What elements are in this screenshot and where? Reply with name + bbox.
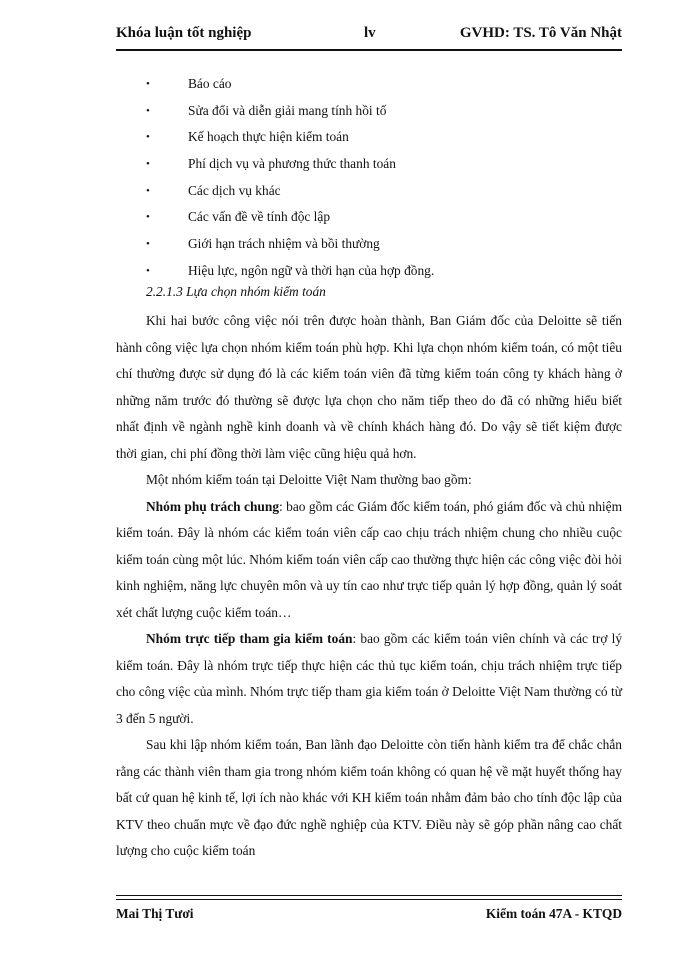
body-text: [116, 308, 622, 865]
bullet-icon: •: [146, 211, 150, 224]
list-item-text: Các vấn đề về tính độc lập: [188, 209, 331, 225]
bullet-icon: •: [146, 264, 150, 277]
list-item-text: Các dịch vụ khác: [188, 182, 281, 198]
page-header: [116, 22, 622, 50]
paragraph-team-selection: Khi hai bước công việc nói trên được hoàn thành, Ban Giám đốc của Deloitte sẽ tiến hành công việc lựa chọn nhóm kiểm toán phù hợp. Khi lựa chọn nhóm kiểm toán, có một tiêu chí thường được sử dụng đó là các kiểm toán viên đã từng kiểm toán công ty khách hàng ở những năm trước đó thường sẽ được lựa chọn cho năm tiếp theo do đã có những hiểu biết nhất định về ngành nghề kinh doanh và về chính khách hàng đó. Do vậy sẽ tiết kiệm được thời gian, chi phí đồng thời làm việc cũng hiệu quả hơn.: [116, 313, 622, 461]
list-item-text: Báo cáo: [188, 76, 232, 91]
list-item-text: Giới hạn trách nhiệm và bồi thường: [188, 236, 380, 252]
bullet-icon: •: [146, 131, 150, 144]
list-item-text: Kế hoạch thực hiện kiểm toán: [188, 129, 349, 145]
header-page-number: lv: [364, 25, 376, 41]
footer-rule-thin: [116, 899, 622, 900]
list-item-text: Hiệu lực, ngôn ngữ và thời hạn của hợp đồng.: [188, 262, 435, 278]
list-item-text: Phí dịch vụ và phương thức thanh toán: [188, 156, 396, 172]
paragraph-team-composition: Một nhóm kiểm toán tại Deloitte Việt Nam thường bao gồm:: [146, 472, 472, 487]
list-item-text: Sửa đổi và diễn giải mang tính hồi tố: [188, 102, 387, 118]
paragraph-general-group-text: : bao gồm các Giám đốc kiểm toán, phó giám đốc và chủ nhiệm kiểm toán. Đây là nhóm các kiểm toán viên cấp cao chịu trách nhiệm chung cho nhiều cuộc kiểm toán cùng một lúc. Nhóm kiểm toán viên cấp cao thường thực hiện các công việc đòi hỏi kinh nghiệm, năng lực chuyên môn và uy tín cao như trực tiếp quản lý hợp đồng, quản lý soát xét chất lượng cuộc kiểm toán…: [116, 498, 623, 620]
bullet-icon: •: [146, 184, 150, 197]
page-footer: [116, 906, 622, 926]
bullet-icon: •: [146, 78, 150, 90]
bullet-icon: •: [146, 104, 150, 117]
paragraph-independence-check: Sau khi lập nhóm kiểm toán, Ban lãnh đạo Deloitte còn tiến hành kiểm tra để chắc chắn rằng các thành viên tham gia trong nhóm kiểm toán không có quan hệ về mặt huyết thống hay bất cứ quan hệ kinh tế, lợi ích nào khác với KH kiểm toán nhằm đảm bảo cho tính độc lập của KTV theo chuẩn mực về đạo đức nghề nghiệp của KTV. Điều này sẽ góp phần nâng cao chất lượng cho cuộc kiểm toán: [116, 737, 622, 858]
header-thesis-title: Khóa luận tốt nghiệp: [116, 25, 252, 41]
header-rule: [116, 49, 622, 51]
footer-rule: [116, 895, 622, 896]
section-subheading: 2.2.1.3 Lựa chọn nhóm kiểm toán: [146, 284, 326, 299]
term-direct-group: Nhóm trực tiếp tham gia kiểm toán: [146, 631, 353, 646]
header-supervisor: GVHD: TS. Tô Văn Nhật: [459, 25, 622, 41]
bullet-icon: •: [146, 238, 150, 251]
footer-class: Kiểm toán 47A - KTQD: [485, 906, 622, 921]
bullet-icon: •: [146, 158, 150, 171]
paragraph-direct-group: [116, 626, 622, 732]
paragraph-general-group: [116, 494, 622, 627]
paragraph-direct-group-text: : bao gồm các kiểm toán viên chính và các trợ lý kiểm toán. Đây là nhóm trực tiếp thực hiện các thủ tục kiểm toán, chịu trách nhiệm trực tiếp cho công việc của mình. Nhóm trực tiếp tham gia kiểm toán ở Deloitte Việt Nam thường có từ 3 đến 5 người.: [116, 631, 623, 726]
footer-author: Mai Thị Tươi: [116, 906, 194, 921]
term-general-group: Nhóm phụ trách chung: [146, 498, 280, 514]
